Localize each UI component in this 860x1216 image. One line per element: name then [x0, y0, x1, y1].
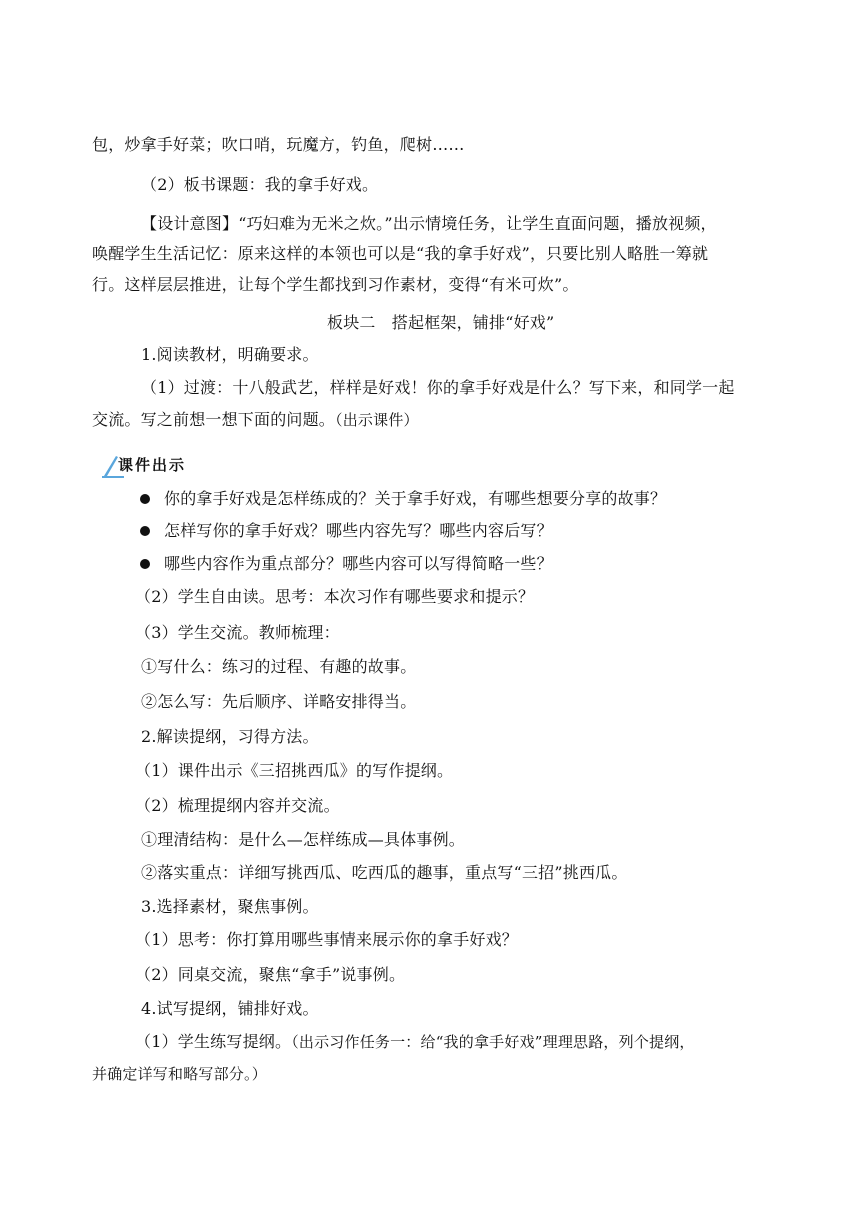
text-line: 行。这样层层推进，让每个学生都找到习作素材，变得“有米可炊”。 [92, 275, 579, 294]
bullet-item: 怎样写你的拿手好戏？哪些内容先写？哪些内容后写？ [164, 521, 553, 540]
text-line: （2）学生自由读。思考：本次习作有哪些要求和提示？ [135, 587, 535, 606]
section-heading: 板块二 搭起框架，铺排“好戏” [327, 313, 555, 332]
step-heading: 3.选择素材，聚焦事例。 [141, 897, 319, 916]
text-line: ①写什么：练习的过程、有趣的故事。 [141, 657, 417, 676]
bullet-item: 哪些内容作为重点部分？哪些内容可以写得简略一些？ [164, 554, 553, 573]
text-line: 交流。写之前想一想下面的问题。（出示课件） [92, 410, 419, 429]
bullet-item: 你的拿手好戏是怎样练成的？关于拿手好戏，有哪些想要分享的故事？ [164, 489, 667, 508]
text-line: ①理清结构：是什么—怎样练成—具体事例。 [141, 830, 466, 849]
text-line: 包，炒拿手好菜；吹口哨，玩魔方，钓鱼，爬树…… [92, 135, 465, 154]
bullet-dot [140, 559, 150, 569]
bullet-dot [140, 526, 150, 536]
step-heading: 4.试写提纲，铺排好戏。 [141, 999, 319, 1018]
text-line: （1）过渡：十八般武艺，样样是好戏！你的拿手好戏是什么？写下来，和同学一起 [141, 378, 735, 397]
step-heading: 2.解读提纲，习得方法。 [141, 727, 319, 746]
bullet-dot [140, 494, 150, 504]
courseware-label: 课件出示 [118, 456, 187, 474]
text-line: （2）梳理提纲内容并交流。 [135, 796, 340, 815]
text-line: （2）同桌交流，聚焦“拿手”说事例。 [135, 965, 406, 984]
text-line: （2）板书课题：我的拿手好戏。 [141, 175, 379, 194]
step-heading: 1.阅读教材，明确要求。 [141, 345, 319, 364]
design-intent-line: 【设计意图】“巧妇难为无米之炊。”出示情境任务，让学生直面问题，播放视频， [141, 214, 717, 233]
text-line: （1）学生练写提纲。（出示习作任务一：给“我的拿手好戏”理理思路，列个提纲， [135, 1032, 695, 1051]
text-line: （1）课件出示《三招挑西瓜》的写作提纲。 [135, 761, 454, 780]
text-line: ②怎么写：先后顺序、详略安排得当。 [141, 692, 417, 711]
text-line: （3）学生交流。教师梳理： [135, 623, 340, 642]
text-line: （1）思考：你打算用哪些事情来展示你的拿手好戏？ [135, 930, 518, 949]
text-line: 唤醒学生生活记忆：原来这样的本领也可以是“我的拿手好戏”，只要比别人略胜一筹就 [92, 244, 709, 263]
text-line: 并确定详写和略写部分。） [92, 1065, 267, 1083]
text-line: ②落实重点：详细写挑西瓜、吃西瓜的趣事，重点写“三招”挑西瓜。 [141, 863, 628, 882]
